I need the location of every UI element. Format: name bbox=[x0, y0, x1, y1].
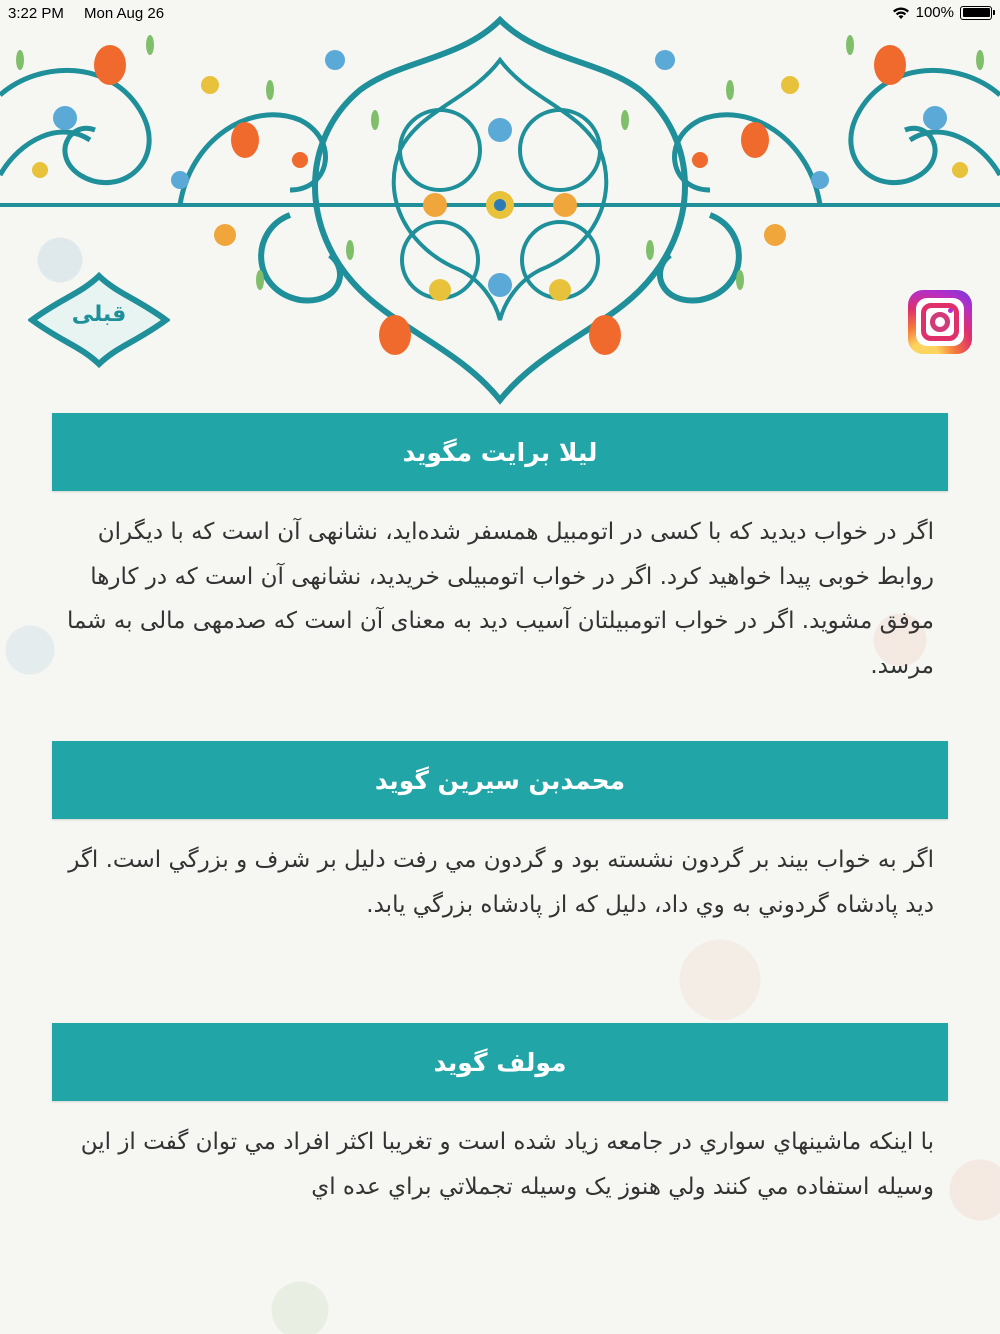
battery-percent: 100% bbox=[915, 4, 954, 21]
status-date: Mon Aug 26 bbox=[84, 5, 165, 22]
section-header-author: مولف گوید bbox=[52, 1023, 948, 1101]
section-header-ibn-sirin: محمدبن سیرین گوید bbox=[52, 741, 948, 819]
back-label: قبلی bbox=[71, 302, 127, 327]
instagram-button[interactable] bbox=[908, 290, 972, 354]
battery-icon bbox=[960, 6, 992, 20]
status-time: 3:22 PM bbox=[8, 5, 64, 22]
section-body-author: با اينكه ماشينهاي سواري در جامعه زياد شده است و تغريبا اكثر افراد مي توان گفت از اين وسيله استفاده مي كنند ولي هنوز يک وسيله تجملاتي براي عده اي bbox=[80, 1129, 934, 1200]
section-header-laila: لیلا برایت مگوید bbox=[52, 413, 948, 491]
back-button[interactable] bbox=[28, 272, 170, 368]
status-bar bbox=[0, 0, 1000, 26]
status-indicators bbox=[892, 4, 992, 21]
section-body-laila: اگر در خواب دیدید که با کسی در اتومبیل همسفر شده‌اید، نشانهی آن است که با دیگران روابط خوبی پیدا خواهید کرد. اگر در خواب اتومبیلی خریدید، نشانهی آن است که در کارها موفق مشوید. اگر در خواب اتومبیلتان آسیب دید به معنای آن است که صدمهی مالی به شما مرسد. bbox=[66, 519, 934, 679]
instagram-icon-dot bbox=[948, 308, 953, 313]
instagram-icon-lens bbox=[930, 312, 950, 332]
section-body-ibn-sirin: اگر به خواب بیند بر گردون نشسته بود و گردون مي رفت دليل بر شرف و بزرگي است. اگر ديد پادشاه گردوني به وي داد، دليل كه از پادشاه بزرگي يابد. bbox=[68, 847, 934, 918]
instagram-icon bbox=[916, 298, 964, 346]
wifi-icon bbox=[892, 6, 910, 20]
